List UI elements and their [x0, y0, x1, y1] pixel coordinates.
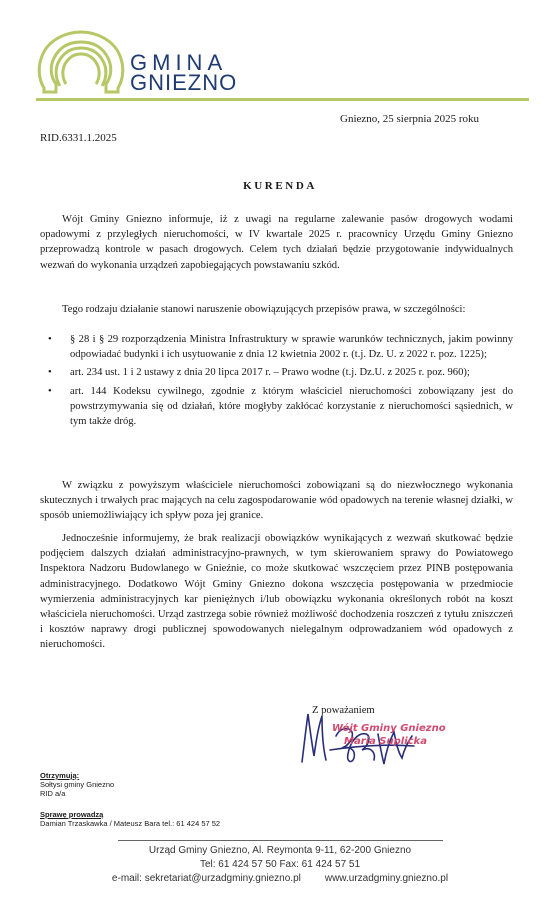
law-item-text: art. 234 ust. 1 i 2 ustawy z dnia 20 lipca 2017 r. – Prawo wodne (t.j. Dz.U. z 2025 r. poz. 960); [70, 367, 470, 379]
paragraph-consequences [40, 531, 513, 653]
footer-contact [0, 873, 560, 884]
logo-text-gniezno: GNIEZNO [130, 70, 238, 95]
list-item [40, 384, 513, 430]
footer-phones: Tel: 61 424 57 50 Fax: 61 424 57 51 [199, 859, 361, 870]
paragraph-consequences-text: Jednocześnie informujemy, że brak realizacji obowiązków wynikających z wezwań skutkować będzie podjęciem dalszych działań administracyjno-prawnych, w tym skierowaniem sprawy do Powiatowego Inspektora Nadzoru Budowlanego w Gnieźnie, co może skutkować wszczęciem przez PINB postępowania administracyjnego. Dodatkowo Wójt Gminy Gniezno dokona wszczęcia postępowania w przedmiocie wymierzenia administracyjnych kar pieniężnych i/lub obowiązku wykonania określonych robót na koszt właściciela nieruchomości. Urząd zastrzega sobie również możliwość dochodzenia roszczeń z tytułu zniszczeń i kosztów naprawy drogi publicznej spowodowanych nielegalnym odprowadzaniem wód opadowych z nieruchomości. [40, 533, 513, 651]
handler-contact: Damian Trzaskawka / Mateusz Bara tel.: 61 424 57 52 [40, 819, 221, 828]
handler-heading: Sprawę prowadzą [40, 810, 104, 819]
law-item-text: § 28 i § 29 rozporządzenia Ministra Infrastruktury w sprawie warunków technicznych, jakim powinny odpowiadać budynki i ich usytuowanie z dnia 12 kwietnia 2002 r. (t.j. Dz. U. z 2022 r. poz. 1225); [70, 334, 513, 361]
paragraph-intro-text: Wójt Gminy Gniezno informuje, iż z uwagi na regularne zalewanie pasów drogowych wodami opadowymi z przyległych nieruchomości, w IV kwartale 2025 r. pracownicy Urzędu Gminy Gniezno przeprowadzą kontrole w pasach drogowych. Celem tych działań będzie przygotowanie indywidualnych wezwań do wykonania urządzeń zapobiegających powstawaniu szkód. [40, 214, 513, 271]
document-date: Gniezno, 25 sierpnia 2025 roku [340, 113, 479, 125]
paragraph-obligation-text: W związku z powyższym właściciele nieruchomości zobowiązani są do niezwłocznego wykonania skutecznych i trwałych prac mających na celu zagospodarowanie wód opadowych na terenie własnej działki, w sposób uniemożliwiający ich spływ poza jej granice. [40, 480, 513, 522]
law-item-text: art. 144 Kodeksu cywilnego, zgodnie z którym właściciel nieruchomości zobowiązany jest do powstrzymywania się od działań, które mogłyby zakłócać korzystanie z nieruchomości sąsiednich, w tym także dróg. [70, 385, 513, 428]
closing-regards: Z poważaniem [312, 705, 375, 716]
stamp-office: Wójt Gminy Gniezno [332, 723, 446, 734]
reference-number: RID.6331.1.2025 [40, 132, 117, 144]
stamp-name: Maria Suplicka [344, 736, 427, 747]
footer-address: Urząd Gminy Gniezno, Al. Reymonta 9-11, 62-200 Gniezno [148, 845, 412, 856]
bullet-icon: • [48, 367, 52, 379]
recipient-item: RID a/a [40, 789, 66, 798]
official-stamp [332, 722, 446, 748]
footer-email-link[interactable]: e-mail: sekretariat@urzadgminy.gniezno.pl [111, 873, 301, 884]
bullet-icon: • [48, 385, 52, 397]
header-divider [36, 98, 529, 101]
footer-divider [118, 840, 443, 841]
list-item [40, 365, 513, 380]
footer-website-link[interactable]: www.urzadgminy.gniezno.pl [324, 873, 449, 884]
document-title: KURENDA [243, 180, 317, 192]
law-list [40, 332, 513, 432]
list-item [40, 332, 513, 362]
horseshoe-omega-logo-icon [36, 26, 126, 98]
paragraph-violation [40, 302, 513, 317]
paragraph-obligation [40, 478, 513, 524]
recipient-item: Sołtysi gminy Gniezno [40, 780, 115, 789]
paragraph-violation-text: Tego rodzaju działanie stanowi naruszenie obowiązujących przepisów prawa, w szczególności: [62, 304, 466, 315]
bullet-icon: • [48, 334, 52, 345]
paragraph-intro [40, 212, 513, 273]
recipients-heading: Otrzymują: [40, 771, 80, 780]
logo-text-gmina: GMINA [130, 50, 228, 75]
